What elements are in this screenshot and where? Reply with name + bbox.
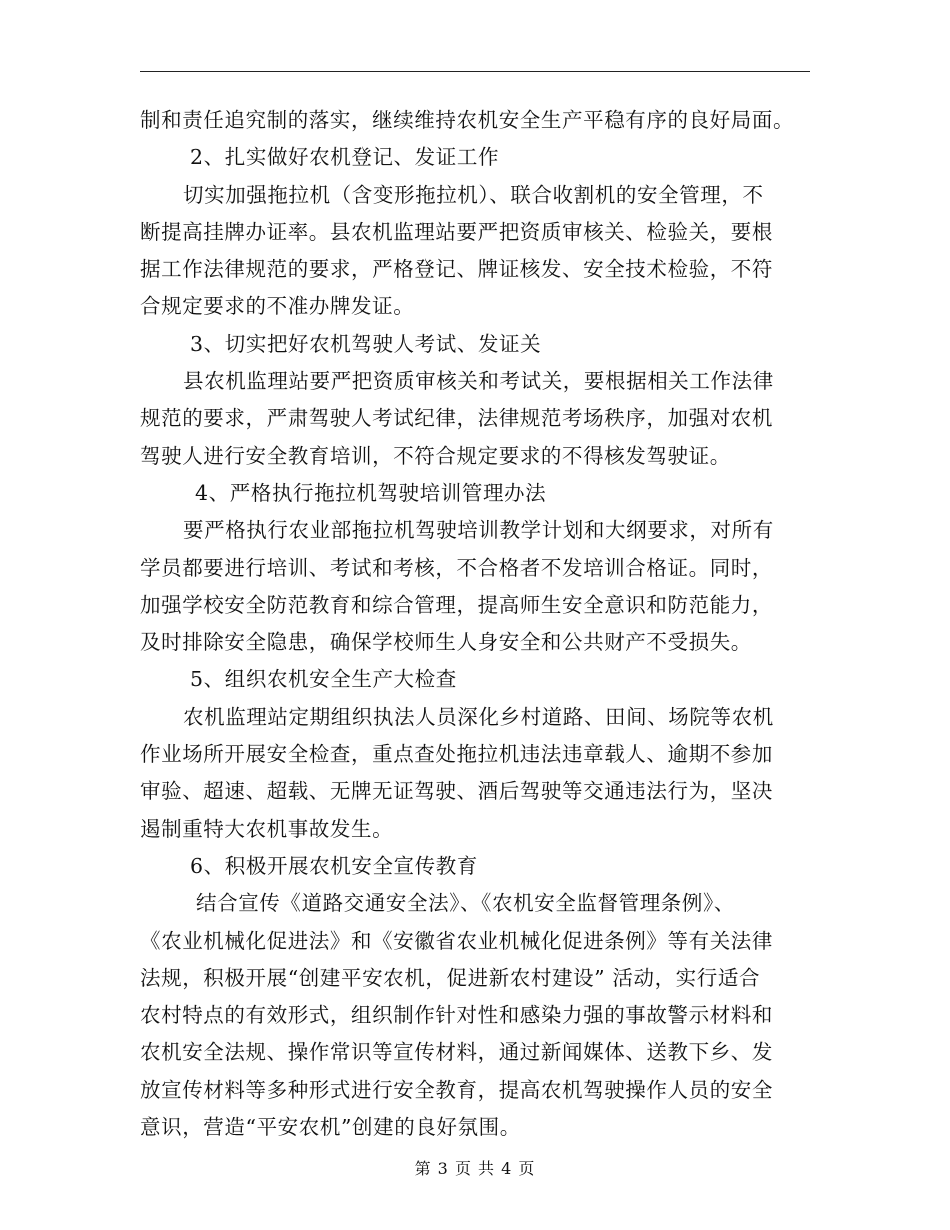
text-line: 作业场所开展安全检查，重点查处拖拉机违法违章载人、逾期不参加 [140, 742, 773, 767]
text-line: 2、扎实做好农机登记、发证工作 [190, 145, 500, 170]
text-line: 《农业机械化促进法》和《安徽省农业机械化促进条例》等有关法律 [140, 928, 773, 953]
text-line: 据工作法律规范的要求，严格登记、牌证核发、安全技术检验，不符 [140, 257, 773, 282]
page-footer [0, 1156, 950, 1179]
text-line: 合规定要求的不准办牌发证。 [140, 294, 415, 319]
text-line: 学员都要进行培训、考试和考核，不合格者不发培训合格证。同时， [140, 555, 773, 580]
text-line: 3、切实把好农机驾驶人考试、发证关 [190, 331, 542, 356]
text-line: 规范的要求，严肃驾驶人考试纪律，法律规范考场秩序，加强对农机 [140, 406, 773, 431]
text-line: 法规，积极开展“创建平安农机，促进新农村建设” 活动，实行适合 [140, 965, 761, 990]
text-line: 4、严格执行拖拉机驾驶培训管理办法 [195, 480, 547, 505]
text-line: 意识，营造“平安农机”创建的良好氛围。 [140, 1115, 521, 1140]
text-line: 农村特点的有效形式，组织制作针对性和感染力强的事故警示材料和 [140, 1003, 773, 1028]
text-line: 要严格执行农业部拖拉机驾驶培训教学计划和大纲要求，对所有 [183, 518, 774, 543]
text-line: 驾驶人进行安全教育培训，不符合规定要求的不得核发驾驶证。 [140, 443, 731, 468]
text-line: 县农机监理站要严把资质审核关和考试关，要根据相关工作法律 [183, 369, 774, 394]
text-line: 制和责任追究制的落实，继续维持农机安全生产平稳有序的良好局面。 [140, 108, 795, 132]
text-line: 5、组织农机安全生产大检查 [190, 667, 457, 692]
text-line: 6、积极开展农机安全宣传教育 [190, 853, 478, 878]
text-line: 农机安全法规、操作常识等宣传材料，通过新闻媒体、送教下乡、发 [140, 1040, 773, 1065]
page-number: 第 3 页 共 4 页 [414, 1159, 536, 1178]
text-line: 及时排除安全隐患，确保学校师生人身安全和公共财产不受损失。 [140, 630, 752, 655]
text-line: 农机监理站定期组织执法人员深化乡村道路、田间、场院等农机 [183, 704, 774, 729]
text-line: 遏制重特大农机事故发生。 [140, 816, 394, 841]
text-line: 断提高挂牌办证率。县农机监理站要严把资质审核关、检验关，要根 [140, 219, 773, 244]
text-line: 放宣传材料等多种形式进行安全教育，提高农机驾驶操作人员的安全 [140, 1077, 773, 1102]
text-line: 结合宣传《道路交通安全法》、《农机安全监督管理条例》、 [196, 891, 735, 916]
document-body [140, 102, 820, 1146]
text-line: 切实加强拖拉机（含变形拖拉机）、联合收割机的安全管理，不 [183, 182, 764, 207]
text-line: 审验、超速、超载、无牌无证驾驶、酒后驾驶等交通违法行为，坚决 [140, 779, 773, 804]
header-rule [140, 71, 810, 72]
text-line: 加强学校安全防范教育和综合管理，提高师生安全意识和防范能力， [140, 592, 773, 617]
